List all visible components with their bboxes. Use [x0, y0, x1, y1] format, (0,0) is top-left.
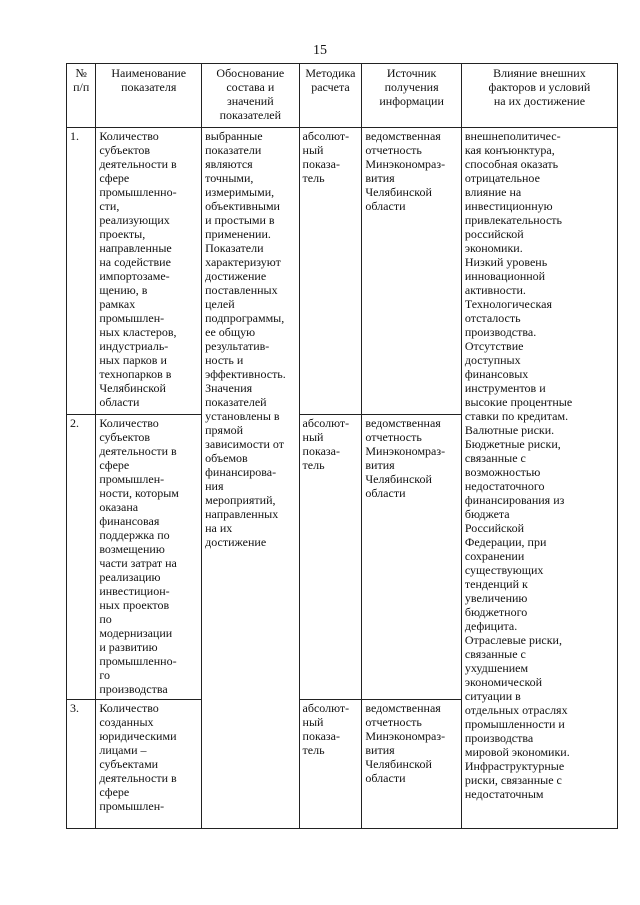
justification-text: выбранные показатели являются точными, измеримыми, объективными и простыми в применении. Показатели характеризуют достижение поставленных целей подпрограммы, ее общую результатив- ность и эффективность. Значения показателей установлены в прямой зависимости от объемов финансирова- ния мероприятий, направленных на их достижение [202, 128, 299, 829]
method-value: абсолют- ный показа- тель [299, 128, 362, 415]
header-method: Методика расчета [299, 64, 362, 128]
header-justification: Обоснование состава и значений показателей [202, 64, 299, 128]
row-number: 2. [67, 415, 96, 700]
table-row [67, 128, 618, 415]
indicator-name: Количество созданных юридическими лицами – субъектами деятельности в сфере промышлен- [96, 700, 202, 829]
page-number: 15 [313, 43, 327, 58]
header-source: Источник получения информации [362, 64, 462, 128]
indicators-table [66, 63, 618, 829]
source-value: ведомственная отчетность Минэкономраз- вития Челябинской области [362, 128, 462, 415]
method-value: абсолют- ный показа- тель [299, 700, 362, 829]
header-indicator-name: Наименование показателя [96, 64, 202, 128]
influence-text: внешнеполитичес- кая конъюнктура, способная оказать отрицательное влияние на инвестиционную привлекательность российской экономики. Низкий уровень инновационной активности. Технологическая отсталость производства. Отсутствие доступных финансовых инструментов и высокие процентные ставки по кредитам. Валютные риски. Бюджетные риски, связанные с возможностью недостаточного финансирования из бюджета Российской Федерации, при сохранении существующих тенденций к увеличению бюджетного дефицита. Отраслевые риски, связанные с ухудшением экономической ситуации в отдельных отраслях промышленности и производства мировой экономики. Инфраструктурные риски, связанные с недостаточным [461, 128, 617, 829]
method-value: абсолют- ный показа- тель [299, 415, 362, 700]
source-value: ведомственная отчетность Минэкономраз- вития Челябинской области [362, 415, 462, 700]
row-number: 3. [67, 700, 96, 829]
row-number: 1. [67, 128, 96, 415]
header-influence: Влияние внешних факторов и условий на их достижение [461, 64, 617, 128]
header-number: № п/п [67, 64, 96, 128]
source-value: ведомственная отчетность Минэкономраз- вития Челябинской области [362, 700, 462, 829]
indicator-name: Количество субъектов деятельности в сфере промышленно- сти, реализующих проекты, направленные на содействие импортозаме- щению, в рамках промышлен- ных кластеров, индустриаль- ных парков и технопарков в Челябинской области [96, 128, 202, 415]
indicator-name: Количество субъектов деятельности в сфере промышлен- ности, которым оказана финансовая поддержка по возмещению части затрат на реализацию инвестицион- ных проектов по модернизации и развитию промышленно- го производства [96, 415, 202, 700]
table-header-row [67, 64, 618, 128]
